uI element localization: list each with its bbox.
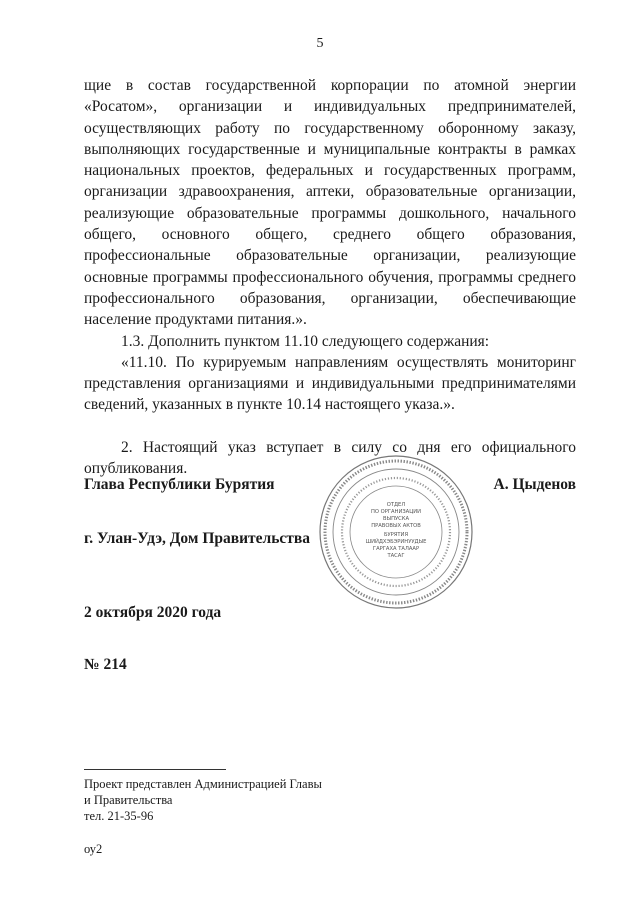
stamp-line: ГАРГАХА ТАЛААР <box>372 546 420 552</box>
stamp-line: ТАСАГ <box>387 553 405 559</box>
signatory-name: А. Цыденов <box>493 476 576 493</box>
paragraph-item-1-3: 1.3. Дополнить пунктом 11.10 следующего содержания: <box>121 332 490 350</box>
paragraph-quote-11-10: «11.10. По курируемым направлениям осуществлять мониторинг представления организациями и индивидуальными предпринимателями сведений, указанных в пункте 10.14 настоящего указа.». <box>84 353 576 414</box>
stamp-line: ОТДЕЛ <box>386 502 406 508</box>
stamp-line: ШИЙДХЭБЭРИНУУДЫЕ <box>365 539 427 545</box>
paragraph-item-2: 2. Настоящий указ вступает в силу со дня его официального опубликования. <box>84 438 576 478</box>
footnote-line: тел. 21-35-96 <box>84 809 154 823</box>
footnote-line: и Правительства <box>84 793 173 807</box>
stamp-center-text <box>366 502 427 559</box>
stamp-line: ПО ОРГАНИЗАЦИИ <box>370 509 422 515</box>
stamp-line: БУРЯТИЯ <box>383 532 409 538</box>
official-seal-stamp <box>316 452 476 612</box>
signing-place: г. Улан-Удэ, Дом Правительства <box>84 530 311 547</box>
decree-number: № 214 <box>84 656 127 673</box>
stamp-line: ВЫПУСКА <box>382 516 410 522</box>
paragraph-gap <box>84 416 576 437</box>
footnote-divider <box>84 769 226 770</box>
document-code: оу2 <box>84 842 103 856</box>
signing-date: 2 октября 2020 года <box>84 604 222 621</box>
page-number: 5 <box>316 36 324 51</box>
signatory-position: Глава Республики Бурятия <box>84 476 275 493</box>
stamp-line: ПРАВОВЫХ АКТОВ <box>371 523 421 529</box>
document-body <box>84 75 576 479</box>
footnote <box>84 776 322 824</box>
footnote-line: Проект представлен Администрацией Главы <box>84 777 322 791</box>
paragraph-continuation: щие в состав государственной корпорации по атомной энергии «Росатом», организации и индивидуальных предпринимателей, осуществляющих работу по государственному оборонному заказу, выполняющих государственные и муниципальные контракты в рамках национальных проектов, федеральных и государственных программ, организации здравоохранения, аптеки, образовательные организации, реализующие образовательные программы дошкольного, начального общего, основного общего, среднего общего образования, профессиональные образовательные организации, реализующие основные программы профессионального обучения, программы среднего профессионального образования, организации, обеспечивающие население продуктами питания.». <box>84 77 576 329</box>
